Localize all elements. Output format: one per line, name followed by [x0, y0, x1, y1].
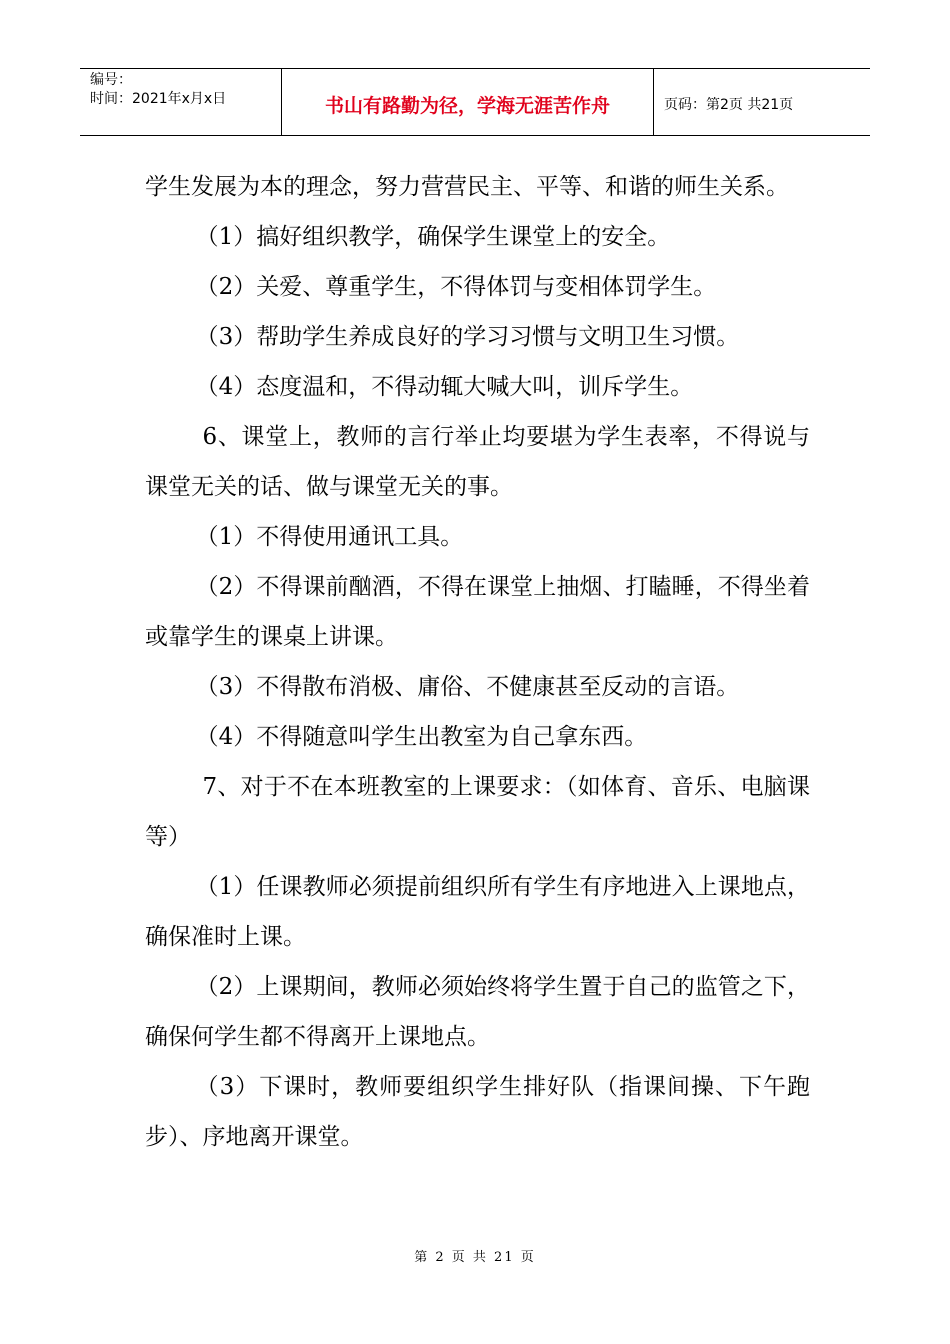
paragraph: （1）任课教师必须提前组织所有学生有序地进入上课地点，确保准时上课。 [145, 874, 810, 950]
document-date: 时间：2021年x月x日 [90, 91, 227, 107]
paragraph: 学生发展为本的理念，努力营营民主、平等、和谐的师生关系。 [145, 174, 789, 200]
paragraph: （1）搞好组织教学，确保学生课堂上的安全。 [195, 224, 671, 250]
paragraph: 6、课堂上，教师的言行举止均要堪为学生表率，不得说与课堂无关的话、做与课堂无关的事。 [145, 424, 810, 500]
paragraph: （3）帮助学生养成良好的学习习惯与文明卫生习惯。 [195, 324, 740, 350]
header-page-info: 页码：第2页 共21页 [664, 97, 794, 113]
paragraph: （2）上课期间，教师必须始终将学生置于自己的监管之下，确保何学生都不得离开上课地点。 [145, 974, 810, 1050]
paragraph: （3）不得散布消极、庸俗、不健康甚至反动的言语。 [195, 674, 740, 700]
document-number-label: 编号： [90, 72, 132, 88]
paragraph: （2）关爱、尊重学生，不得体罚与变相体罚学生。 [195, 274, 717, 300]
paragraph: （1）不得使用通讯工具。 [195, 524, 464, 550]
header-motto: 书山有路勤为径，学海无涯苦作舟 [282, 69, 654, 135]
paragraph: 7、对于不在本班教室的上课要求：（如体育、音乐、电脑课等） [145, 774, 810, 850]
header-meta [80, 69, 282, 135]
paragraph: （2）不得课前酗酒，不得在课堂上抽烟、打瞌睡，不得坐着或靠学生的课桌上讲课。 [145, 574, 810, 650]
paragraph: （3）下课时，教师要组织学生排好队（指课间操、下午跑步）、序地离开课堂。 [145, 1074, 810, 1150]
page-footer: 第 2 页 共 21 页 [414, 1250, 536, 1265]
page-header [80, 68, 870, 136]
document-body [145, 162, 810, 1162]
paragraph: （4）态度温和，不得动辄大喊大叫，训斥学生。 [195, 374, 694, 400]
paragraph: （4）不得随意叫学生出教室为自己拿东西。 [195, 724, 648, 750]
